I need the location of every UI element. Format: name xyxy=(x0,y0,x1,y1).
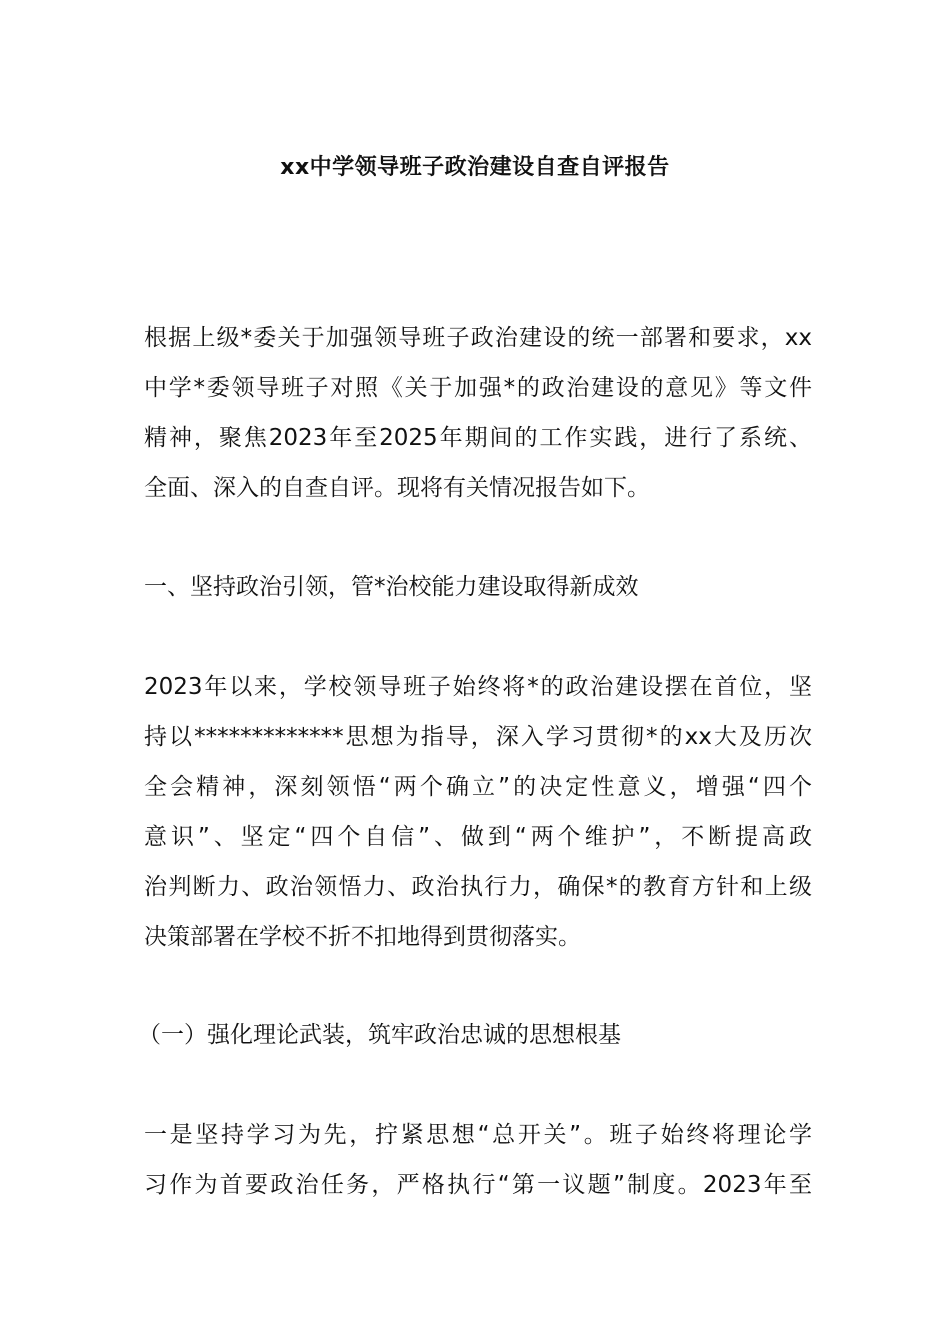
section-1-line: 治判断力、政治领悟力、政治执行力，确保*的教育方针和上级 xyxy=(144,874,812,900)
intro-paragraph xyxy=(144,313,812,513)
intro-line: 全面、深入的自查自评。现将有关情况报告如下。 xyxy=(144,475,650,501)
section-1-heading: 一、坚持政治引领，管*治校能力建设取得新成效 xyxy=(144,574,639,600)
section-1-line: 2023年以来，学校领导班子始终将*的政治建设摆在首位，坚 xyxy=(144,674,812,700)
section-1-line: 决策部署在学校不折不扣地得到贯彻落实。 xyxy=(144,924,581,950)
section-1-paragraph xyxy=(144,662,812,962)
intro-line: 精神，聚焦2023年至2025年期间的工作实践，进行了系统、 xyxy=(144,425,812,451)
section-1-line: 意识”、坚定“四个自信”、做到“两个维护”，不断提高政 xyxy=(144,824,812,850)
subsection-1-paragraph xyxy=(144,1110,812,1210)
subsection-1-line: 习作为首要政治任务，严格执行“第一议题”制度。2023年至 xyxy=(144,1172,812,1198)
intro-line: 中学*委领导班子对照《关于加强*的政治建设的意见》等文件 xyxy=(144,375,812,401)
subsection-1-heading: （一）强化理论武装，筑牢政治忠诚的思想根基 xyxy=(138,1022,621,1048)
section-1-line: 全会精神，深刻领悟“两个确立”的决定性意义，增强“四个 xyxy=(144,774,812,800)
subsection-1-line: 一是坚持学习为先，拧紧思想“总开关”。班子始终将理论学 xyxy=(144,1122,812,1148)
intro-line: 根据上级*委关于加强领导班子政治建设的统一部署和要求，xx xyxy=(144,325,812,351)
document-title: xx中学领导班子政治建设自查自评报告 xyxy=(280,155,670,180)
section-1-line: 持以*************思想为指导，深入学习贯彻*的xx大及历次 xyxy=(144,724,812,750)
